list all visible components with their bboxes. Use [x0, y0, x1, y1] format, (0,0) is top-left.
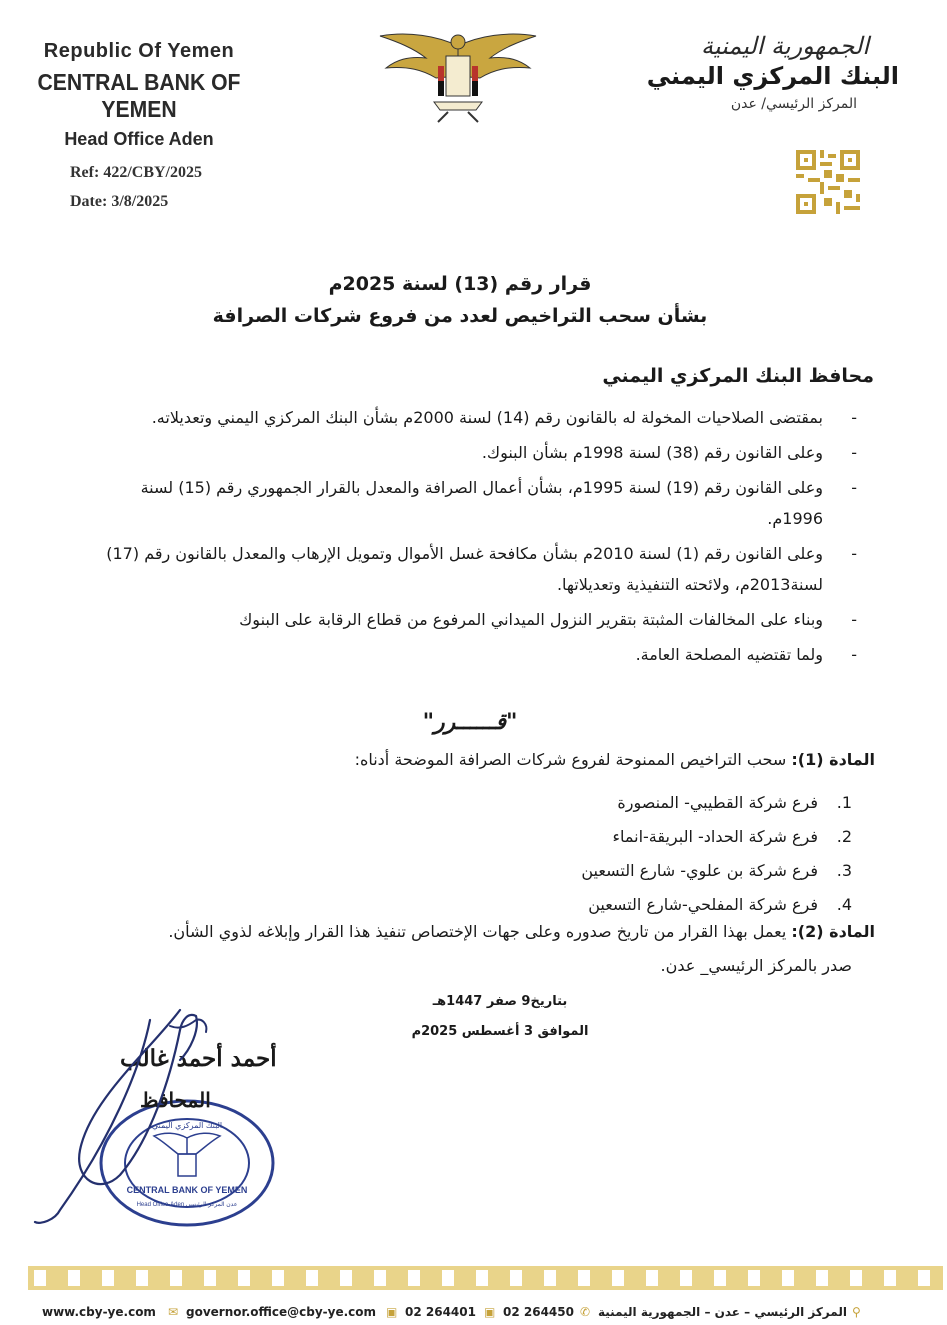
email-icon: ✉ [168, 1305, 179, 1319]
office-name-en: Head Office Aden [64, 129, 214, 149]
signatory-title: المحافظ [140, 1088, 211, 1112]
article-1-label: المادة (1): [791, 750, 875, 769]
letter-date: Date: 3/8/2025 [70, 193, 169, 210]
list-item: - وبناء على المخالفات المثبتة بتقرير النزول الميداني المرفوع من قطاع الرقابة على البنوك [239, 610, 857, 629]
seal-text-en: CENTRAL BANK OF YEMEN [126, 1185, 248, 1195]
list-item: 3. فرع شركة بن علوي- شارع التسعين [581, 861, 852, 880]
fax-number: 02 264401 [405, 1305, 476, 1319]
phone-number: 02 264450 [503, 1305, 574, 1319]
article-2-text: يعمل بهذا القرار من تاريخ صدوره وعلى جهات الإختصاص تنفيذ هذا القرار وإبلاغه لذوي الشأن. [168, 922, 792, 941]
issue-dates [400, 987, 600, 1047]
arabic-letterhead [639, 32, 899, 112]
seal-text-sub: Head Office-Aden عدن المركز الرئيسي [136, 1202, 238, 1208]
list-item: - وعلى القانون رقم (19) لسنة 1995م، بشأن أعمال الصرافة والمعدل بالقرار الجمهوري رقم (15) لسنة 1996م. [140, 478, 857, 528]
branch-list [452, 786, 852, 922]
decision-number: قرار رقم (13) لسنة 2025م [328, 273, 592, 295]
decision-title [200, 273, 720, 327]
office-name-ar: المركز الرئيسي/ عدن [730, 96, 857, 112]
list-item: - ولما تقتضيه المصلحة العامة. [635, 645, 857, 664]
country-name-en: Republic Of Yemen [43, 40, 235, 62]
decided-heading: "قــــــرر" [422, 710, 518, 735]
address-text: المركز الرئيسي – عدن – الجمهورية اليمنية [598, 1305, 847, 1319]
reference-number: Ref: 422/CBY/2025 [70, 164, 202, 181]
list-item: 1. فرع شركة القطيبي- المنصورة [617, 793, 852, 812]
fax-machine-icon: ▣ [484, 1305, 496, 1319]
bank-name-ar: البنك المركزي اليمني [646, 62, 899, 90]
list-item: - بمقتضى الصلاحيات المخولة له بالقانون رقم (14) لسنة 2000م بشأن البنك المركزي اليمني وتعديلاته. [151, 408, 857, 427]
reference-block [70, 158, 202, 216]
article-2 [168, 921, 875, 943]
english-letterhead [14, 40, 264, 150]
gregorian-date: الموافق 3 أغسطس 2025م [411, 1024, 589, 1039]
country-name-ar: الجمهورية اليمنية [700, 32, 869, 60]
governor-heading: محافظ البنك المركزي اليمني [602, 365, 874, 387]
seal-text-ar: البنك المركزي اليمني [151, 1121, 223, 1130]
footer-ornament-band [28, 1266, 943, 1290]
article-2-label: المادة (2): [791, 922, 875, 941]
issued-at: صدر بالمركز الرئيسي_ عدن. [660, 956, 852, 975]
handwritten-signature-icon [30, 990, 260, 1230]
list-item: - وعلى القانون رقم (38) لسنة 1998م بشأن البنوك. [481, 443, 857, 462]
location-pin-icon: ⚲ [852, 1305, 861, 1319]
list-item: 4. فرع شركة المفلحي-شارع التسعين [588, 895, 852, 914]
bank-name-en: CENTRAL BANK OF YEMEN [37, 69, 241, 122]
hijri-date: بتاريخ9 صفر 1447هـ [432, 994, 568, 1009]
signatory-name: أحمد أحمد غالب [120, 1045, 277, 1072]
article-1 [355, 749, 875, 771]
list-item: 2. فرع شركة الحداد- البريقة-انماء [612, 827, 852, 846]
website-link[interactable]: www.cby-ye.com [42, 1305, 156, 1319]
footer-contacts [0, 1300, 947, 1325]
preamble-clauses [97, 402, 857, 674]
decision-subject: بشأن سحب التراخيص لعدد من فروع شركات الصرافة [212, 305, 708, 327]
email-link[interactable]: governor.office@cby-ye.com [186, 1305, 377, 1319]
article-1-text: سحب التراخيص الممنوحة لفروع شركات الصرافة الموضحة أدناه: [354, 750, 792, 769]
fax-icon: ▣ [386, 1305, 398, 1319]
list-item: - وعلى القانون رقم (1) لسنة 2010م بشأن مكافحة غسل الأموال وتمويل الإرهاب والمعدل بالقانون رقم (17) لسنة2013م، ولائحته التنفيذية وتعديلاتها. [106, 544, 857, 594]
yemen-eagle-emblem-icon [378, 26, 538, 126]
phone-icon: ✆ [580, 1305, 591, 1319]
qr-code-icon [796, 150, 860, 214]
